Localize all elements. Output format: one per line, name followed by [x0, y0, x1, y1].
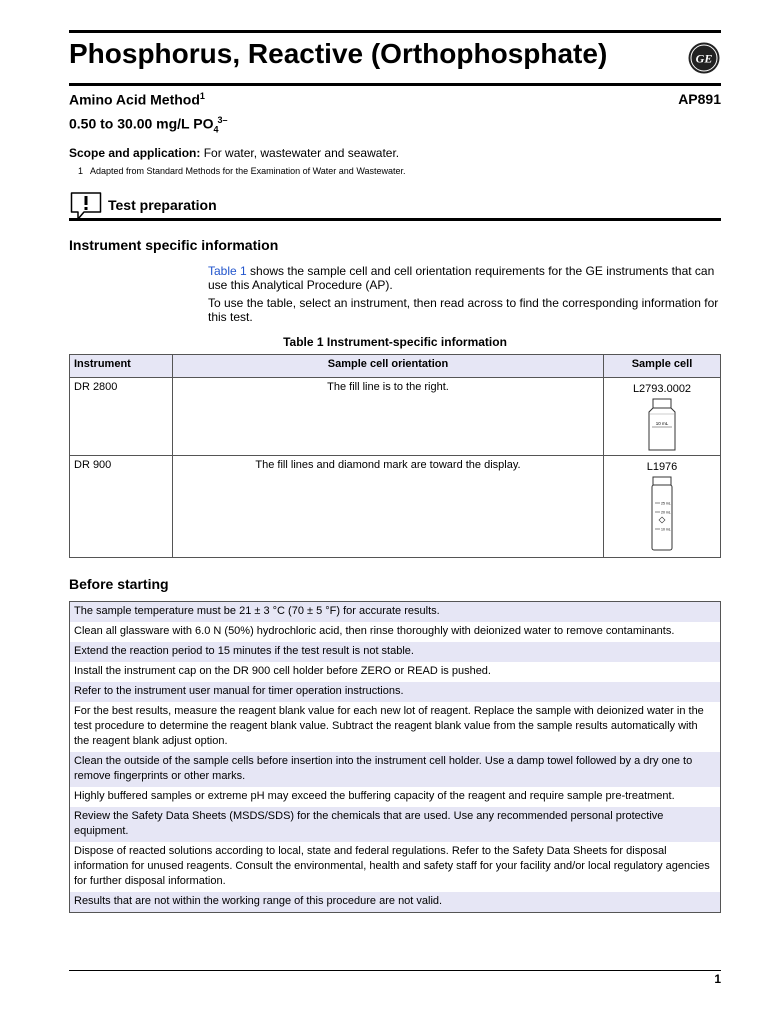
instrument-table: [69, 354, 721, 558]
before-starting-table: [69, 601, 721, 913]
table-header-row: [70, 355, 721, 378]
vial-marking-10: 10 mL: [661, 527, 671, 532]
row-instrument: DR 2800: [70, 378, 173, 456]
before-starting-item: Results that are not within the working range of this procedure are not valid.: [70, 892, 721, 913]
instrument-info-para-1: [208, 264, 723, 292]
row-orientation: The fill line is to the right.: [173, 378, 604, 456]
before-starting-item: Clean all glassware with 6.0 N (50%) hydrochloric acid, then rinse thoroughly with deionized water to remove contaminants.: [70, 622, 721, 642]
para-1-text: shows the sample cell and cell orientation requirements for the GE instruments that can use this Analytical Procedure (AP).: [208, 264, 715, 292]
scope-label: Scope and application:: [69, 146, 201, 160]
range-superscript: 3–: [217, 115, 228, 125]
instrument-info-text: [208, 264, 723, 328]
list-item: [70, 807, 721, 842]
bottle-marking: 10 mL: [655, 421, 669, 426]
before-starting-item: Dispose of reacted solutions according to local, state and federal regulations. Refer to the Safety Data Sheets for disposal information for unused reagents. Consult the environmental, health and safety staff for your facility and/or local regulatory agencies for further disposal information.: [70, 842, 721, 892]
footnote-number: 1: [78, 166, 84, 176]
sample-cell-code: L1976: [646, 461, 678, 473]
header-instrument: Instrument: [70, 355, 173, 378]
list-item: [70, 602, 721, 623]
title-rule: [69, 83, 721, 86]
footer-rule: [69, 970, 721, 971]
list-item: [70, 787, 721, 807]
before-starting-item: The sample temperature must be 21 ± 3 °C (70 ± 5 °F) for accurate results.: [70, 602, 721, 623]
before-starting-heading: Before starting: [69, 576, 169, 592]
before-starting-item: Highly buffered samples or extreme pH may exceed the buffering capacity of the reagent and require sample pre-treatment.: [70, 787, 721, 807]
row-sample-cell: [604, 378, 721, 456]
before-starting-item: Clean the outside of the sample cells before insertion into the instrument cell holder. Use a damp towel followed by a dry one to remove fingerprints or other marks.: [70, 752, 721, 787]
instrument-info-heading: Instrument specific information: [69, 237, 279, 253]
test-preparation-rule: [69, 218, 721, 221]
vial-marking-25: 25 mL: [661, 501, 671, 506]
scope-text: For water, wastewater and seawater.: [200, 146, 400, 160]
before-starting-item: Install the instrument cap on the DR 900 cell holder before ZERO or READ is pushed.: [70, 662, 721, 682]
list-item: [70, 842, 721, 892]
list-item: [70, 892, 721, 913]
sample-cell-code: L2793.0002: [632, 383, 692, 395]
scope-application: [69, 146, 399, 160]
method-name: [69, 91, 205, 108]
table-row: [70, 456, 721, 558]
list-item: [70, 752, 721, 787]
measurement-range: [69, 115, 228, 134]
list-item: [70, 622, 721, 642]
instrument-info-para-2: To use the table, select an instrument, then read across to find the corresponding information for this test.: [208, 296, 719, 324]
list-item: [70, 662, 721, 682]
header-sample-cell: Sample cell: [604, 355, 721, 378]
row-sample-cell: [604, 456, 721, 558]
table-1-link[interactable]: Table 1: [208, 264, 247, 278]
test-preparation-title: Test preparation: [108, 197, 217, 213]
vial-marking-20: 20 mL: [661, 510, 671, 515]
before-starting-item: Review the Safety Data Sheets (MSDS/SDS) for the chemicals that are used. Use any recommended personal protective equipment.: [70, 807, 721, 842]
list-item: [70, 642, 721, 662]
range-subscript: 4: [213, 124, 219, 135]
sample-cell-bottle-icon: [644, 398, 680, 452]
range-text: 0.50 to 30.00 mg/L PO: [69, 115, 214, 132]
sample-cell-vial-icon: [647, 476, 677, 552]
ge-logo: [688, 42, 720, 74]
before-starting-item: Refer to the instrument user manual for timer operation instructions.: [70, 682, 721, 702]
procedure-code: AP891: [678, 91, 721, 107]
row-orientation: The fill lines and diamond mark are toward the display.: [173, 456, 604, 558]
footnote: [78, 166, 406, 176]
footnote-text: Adapted from Standard Methods for the Examination of Water and Wastewater.: [90, 166, 406, 176]
list-item: [70, 682, 721, 702]
ge-logo-text: GE: [695, 51, 713, 66]
row-instrument: DR 900: [70, 456, 173, 558]
list-item: [70, 702, 721, 752]
table-row: [70, 378, 721, 456]
before-starting-item: For the best results, measure the reagent blank value for each new lot of reagent. Replace the sample with deionized water in the test procedure to determine the reagent blank value. Subtract the reagent blank value from the sample results automatically with the reagent blank adjust option.: [70, 702, 721, 752]
top-rule: [69, 30, 721, 33]
method-text: Amino Acid Method: [69, 91, 200, 108]
method-footnote-ref: 1: [199, 91, 205, 101]
header-orientation: Sample cell orientation: [173, 355, 604, 378]
before-starting-item: Extend the reaction period to 15 minutes if the test result is not stable.: [70, 642, 721, 662]
page-title: Phosphorus, Reactive (Orthophosphate): [69, 38, 608, 69]
table-1-caption: Table 1 Instrument-specific information: [283, 335, 507, 349]
page-number: 1: [714, 972, 721, 986]
